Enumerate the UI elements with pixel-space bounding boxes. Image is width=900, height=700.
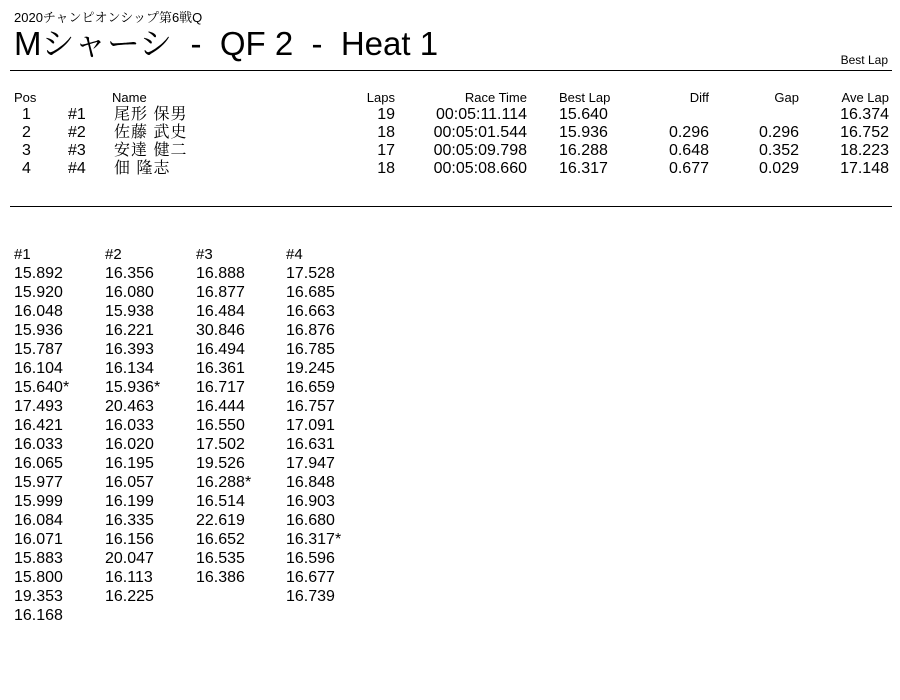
- lap-time-cell: 16.494: [196, 341, 245, 358]
- lap-column-2: [105, 246, 160, 606]
- gap-cell: 0.352: [758, 142, 799, 159]
- ave-lap-cell: 18.223: [840, 142, 889, 159]
- lap-time-cell: 16.113: [105, 569, 153, 586]
- col-header-best-lap: Best Lap: [559, 90, 611, 105]
- lap-time-cell: 16.877: [196, 284, 245, 301]
- lap-time-cell: 16.065: [14, 455, 63, 472]
- lap-time-cell: 16.550: [196, 417, 245, 434]
- lap-time-cell: 20.463: [105, 398, 154, 415]
- lap-time-cell: 16.134: [105, 360, 154, 377]
- results-divider: [10, 206, 892, 207]
- laps-cell: 18: [377, 160, 395, 177]
- lap-time-cell: 16.199: [105, 493, 154, 510]
- lap-column-header: #2: [105, 246, 122, 263]
- lap-time-cell: 16.048: [14, 303, 63, 320]
- col-header-ave-lap: Ave Lap: [841, 90, 889, 105]
- name-cell: 佃 隆志: [114, 160, 171, 177]
- lap-time-cell: 20.047: [105, 550, 154, 567]
- lap-column-header: #1: [14, 246, 31, 263]
- lap-column-1: [14, 246, 69, 625]
- ave-lap-cell: 17.148: [840, 160, 889, 177]
- lap-time-cell: 15.787: [14, 341, 63, 358]
- lap-time-cell: 16.652: [196, 531, 245, 548]
- lap-time-cell: 16.739: [286, 588, 335, 605]
- race-time-cell: 00:05:11.114: [435, 106, 527, 123]
- gap-cell: 0.296: [758, 124, 799, 141]
- lap-time-cell: 19.526: [196, 455, 245, 472]
- lap-time-cell: 17.528: [286, 265, 335, 282]
- lap-time-cell: 15.640*: [14, 379, 70, 396]
- lap-time-cell: 16.156: [105, 531, 154, 548]
- col-header-gap: Gap: [774, 90, 799, 105]
- lap-time-cell: 16.393: [105, 341, 154, 358]
- lap-time-cell: 16.514: [196, 493, 245, 510]
- lap-time-cell: 19.353: [14, 588, 63, 605]
- lap-time-cell: 15.936: [14, 322, 63, 339]
- lap-time-cell: 16.080: [105, 284, 154, 301]
- number-cell: #3: [68, 142, 86, 159]
- lap-time-cell: 16.104: [14, 360, 63, 377]
- lap-time-cell: 16.757: [286, 398, 335, 415]
- lap-time-cell: 16.195: [105, 455, 154, 472]
- lap-time-cell: 16.717: [196, 379, 245, 396]
- lap-time-cell: 15.938: [105, 303, 154, 320]
- best-lap-cell: 15.936: [559, 124, 608, 141]
- laps-cell: 18: [377, 124, 395, 141]
- lap-time-cell: 16.888: [196, 265, 245, 282]
- lap-time-cell: 16.084: [14, 512, 63, 529]
- lap-time-cell: 16.484: [196, 303, 245, 320]
- lap-time-cell: 15.977: [14, 474, 63, 491]
- lap-time-cell: 17.493: [14, 398, 63, 415]
- pos-cell: 3: [22, 142, 31, 159]
- best-lap-cell: 16.288: [559, 142, 608, 159]
- number-cell: #4: [68, 160, 86, 177]
- pos-cell: 4: [22, 160, 31, 177]
- col-header-name: Name: [112, 90, 147, 105]
- lap-time-cell: 16.356: [105, 265, 154, 282]
- laps-cell: 19: [377, 106, 395, 123]
- lap-time-cell: 17.502: [196, 436, 245, 453]
- lap-time-cell: 30.846: [196, 322, 245, 339]
- lap-time-cell: 16.903: [286, 493, 335, 510]
- header-divider: [10, 70, 892, 71]
- lap-time-cell: 16.677: [286, 569, 335, 586]
- pos-cell: 2: [22, 124, 31, 141]
- best-lap-cell: 16.317: [559, 160, 608, 177]
- table-row: [0, 160, 900, 178]
- lap-time-cell: 16.033: [14, 436, 63, 453]
- lap-time-cell: 16.631: [286, 436, 335, 453]
- diff-cell: 0.648: [668, 142, 709, 159]
- gap-cell: 0.029: [758, 160, 799, 177]
- lap-time-cell: 16.663: [286, 303, 335, 320]
- lap-time-cell: 15.920: [14, 284, 63, 301]
- col-header-pos: Pos: [14, 90, 37, 105]
- lap-time-cell: 15.999: [14, 493, 63, 510]
- race-time-cell: 00:05:09.798: [433, 142, 527, 159]
- lap-time-cell: 16.020: [105, 436, 154, 453]
- lap-time-cell: 15.936*: [105, 379, 161, 396]
- diff-cell: 0.677: [668, 160, 709, 177]
- lap-time-cell: 17.947: [286, 455, 335, 472]
- name-cell: 尾形 保男: [114, 106, 188, 123]
- race-time-cell: 00:05:08.660: [433, 160, 527, 177]
- lap-time-cell: 16.785: [286, 341, 335, 358]
- lap-time-cell: 16.335: [105, 512, 154, 529]
- lap-time-cell: 16.876: [286, 322, 335, 339]
- lap-time-cell: 19.245: [286, 360, 335, 377]
- ave-lap-cell: 16.752: [840, 124, 889, 141]
- results-header-row: [0, 90, 900, 106]
- table-row: [0, 106, 900, 124]
- lap-time-cell: 16.071: [14, 531, 63, 548]
- lap-column-header: #3: [196, 246, 213, 263]
- table-row: [0, 124, 900, 142]
- lap-time-cell: 16.225: [105, 588, 154, 605]
- lap-time-cell: 15.892: [14, 265, 63, 282]
- lap-column-4: [286, 246, 341, 606]
- col-header-diff: Diff: [689, 90, 709, 105]
- lap-column-3: [196, 246, 251, 587]
- lap-time-cell: 16.033: [105, 417, 154, 434]
- lap-time-cell: 16.168: [14, 607, 63, 624]
- lap-time-cell: 16.444: [196, 398, 245, 415]
- lap-time-cell: 16.596: [286, 550, 335, 567]
- lap-time-cell: 17.091: [286, 417, 335, 434]
- diff-cell: 0.296: [668, 124, 709, 141]
- number-cell: #2: [68, 124, 86, 141]
- lap-time-cell: 16.659: [286, 379, 335, 396]
- name-cell: 安達 健二: [114, 142, 188, 159]
- lap-time-cell: 15.883: [14, 550, 63, 567]
- lap-time-cell: 16.317*: [286, 531, 342, 548]
- lap-time-cell: 16.288*: [196, 474, 252, 491]
- page-title: Mシャーシ - QF 2 - Heat 1: [14, 25, 439, 62]
- lap-time-cell: 16.057: [105, 474, 154, 491]
- lap-time-cell: 15.800: [14, 569, 63, 586]
- race-time-cell: 00:05:01.544: [433, 124, 527, 141]
- col-header-laps: Laps: [366, 90, 395, 105]
- lap-time-cell: 16.535: [196, 550, 245, 567]
- event-subtitle: 2020チャンピオンシップ第6戦Q: [14, 10, 203, 25]
- best-lap-label: Best Lap: [840, 53, 888, 67]
- lap-time-cell: 16.361: [196, 360, 245, 377]
- table-row: [0, 142, 900, 160]
- lap-time-cell: 16.685: [286, 284, 335, 301]
- lap-time-cell: 16.848: [286, 474, 335, 491]
- col-header-race-time: Race Time: [464, 90, 527, 105]
- results-table: [0, 90, 900, 178]
- lap-column-header: #4: [286, 246, 303, 263]
- lap-time-cell: 22.619: [196, 512, 245, 529]
- number-cell: #1: [68, 106, 86, 123]
- laps-cell: 17: [377, 142, 395, 159]
- lap-time-cell: 16.386: [196, 569, 245, 586]
- lap-time-cell: 16.221: [105, 322, 154, 339]
- ave-lap-cell: 16.374: [840, 106, 889, 123]
- name-cell: 佐藤 武史: [114, 124, 188, 141]
- pos-cell: 1: [22, 106, 31, 123]
- lap-time-cell: 16.421: [14, 417, 63, 434]
- best-lap-cell: 15.640: [559, 106, 608, 123]
- lap-time-cell: 16.680: [286, 512, 335, 529]
